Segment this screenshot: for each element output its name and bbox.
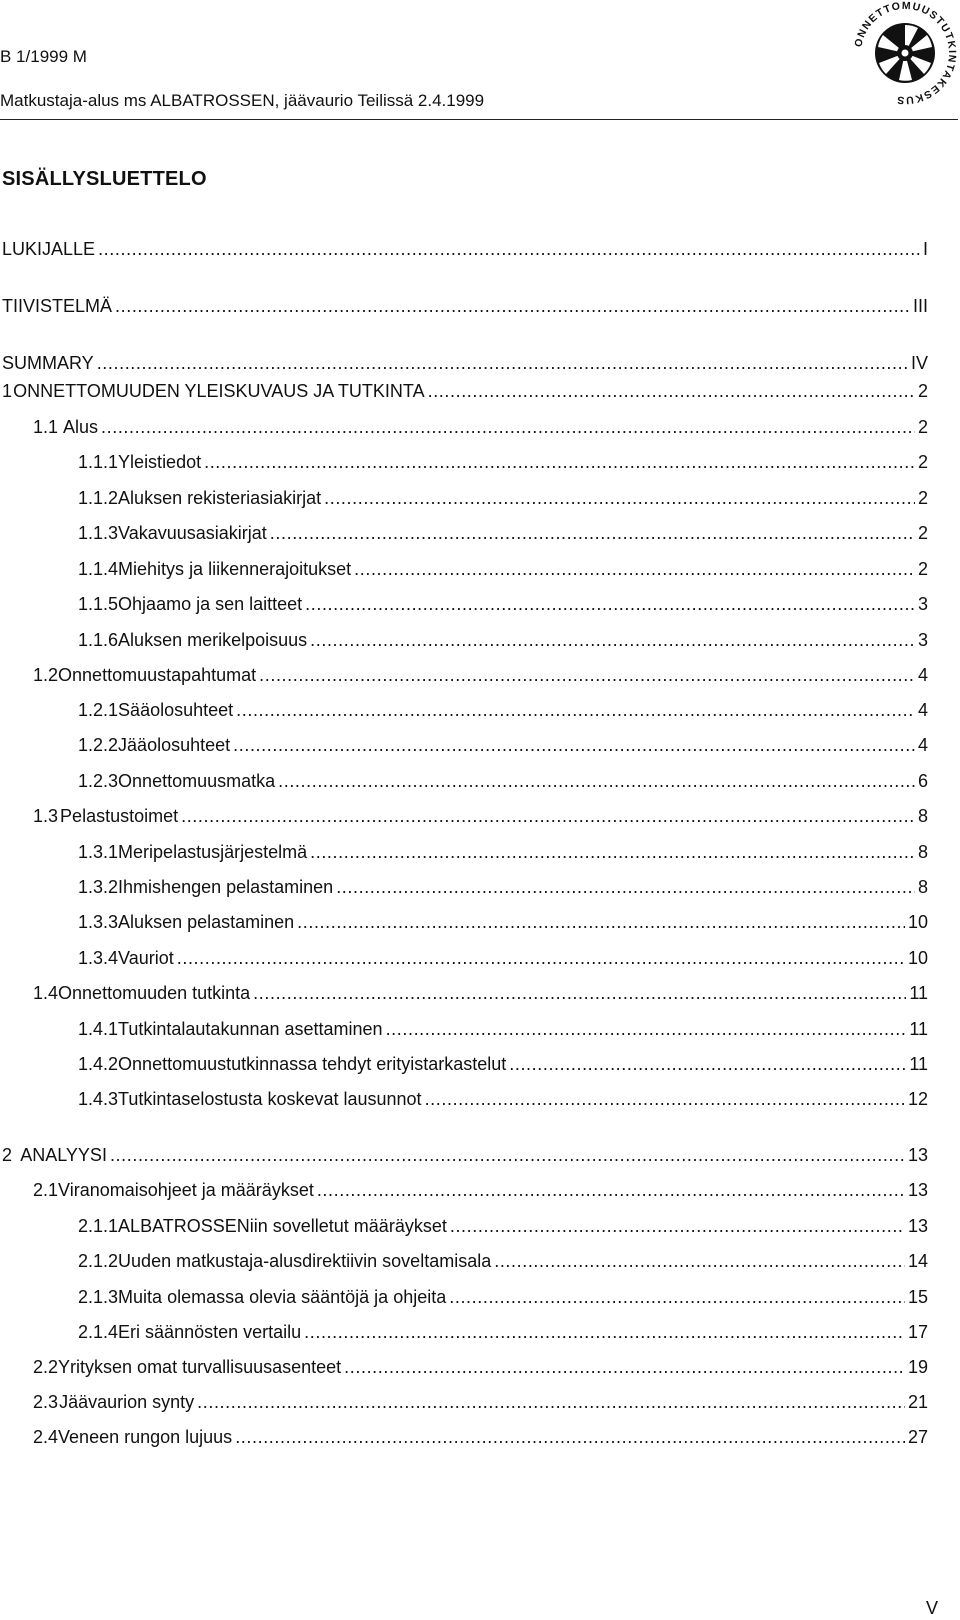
dot-leader <box>197 1392 905 1413</box>
toc-entry-label: Onnettomuustapahtumat <box>58 665 257 685</box>
dot-leader <box>428 381 915 402</box>
toc-entry-page: 11 <box>909 1019 928 1039</box>
dot-leader <box>310 630 915 651</box>
toc-entry[interactable] <box>78 1251 928 1275</box>
toc-entry-page: 8 <box>917 842 928 862</box>
toc-entry-label: Tutkintalautakunnan asettaminen <box>118 1019 383 1039</box>
toc-entry-page: 2 <box>917 523 928 543</box>
toc-entry-page: 15 <box>907 1287 928 1307</box>
dot-leader <box>344 1357 905 1378</box>
dot-leader <box>297 912 905 933</box>
toc-entry-page: 19 <box>907 1357 928 1377</box>
toc-entry[interactable] <box>78 488 928 512</box>
toc-entry-page: 12 <box>907 1089 928 1109</box>
toc-entry[interactable] <box>33 983 928 1007</box>
dot-leader <box>324 488 915 509</box>
toc-entry-number: 2.1 <box>33 1180 59 1200</box>
toc-entry-number: 2.1.1 <box>78 1216 119 1236</box>
toc-entry[interactable] <box>78 452 928 476</box>
dot-leader <box>236 700 915 721</box>
toc-entry-label: Uuden matkustaja-alusdirektiivin soveltamisala <box>118 1251 492 1271</box>
toc-entry-page: 13 <box>907 1145 928 1165</box>
dot-leader <box>115 296 910 317</box>
toc-entry-page: 2 <box>917 452 928 472</box>
toc-entry-number: 1.3.2 <box>78 877 119 897</box>
toc-entry-number: 1.1.5 <box>78 594 119 614</box>
toc-entry-number: 2.1.2 <box>78 1251 119 1271</box>
dot-leader <box>253 983 906 1004</box>
toc-entry-label: Jääolosuhteet <box>118 735 231 755</box>
toc-entry-number: 2.1.3 <box>78 1287 119 1307</box>
toc-entry[interactable] <box>78 1019 928 1043</box>
toc-entry-label: Onnettomuustutkinnassa tehdyt erityistarkastelut <box>118 1054 507 1074</box>
toc-entry-label: SUMMARY <box>2 353 94 373</box>
toc-entry-page: 2 <box>917 381 928 401</box>
toc-entry-page: III <box>912 296 928 316</box>
toc-entry[interactable] <box>78 912 928 936</box>
toc-entry[interactable] <box>33 1392 928 1416</box>
toc-entry-page: I <box>922 239 928 259</box>
toc-entry-label: Tutkintaselostusta koskevat lausunnot <box>118 1089 422 1109</box>
toc-entry-label: TIIVISTELMÄ <box>2 296 113 316</box>
toc-entry-page: 2 <box>917 488 928 508</box>
dot-leader <box>509 1054 906 1075</box>
toc-entry[interactable] <box>78 735 928 759</box>
dot-leader <box>450 1216 905 1237</box>
toc-entry-page: 4 <box>917 700 928 720</box>
toc-entry-page: 4 <box>917 735 928 755</box>
toc-entry-page: 8 <box>917 806 928 826</box>
dot-leader <box>177 948 905 969</box>
toc-entry[interactable] <box>78 1216 928 1240</box>
toc-entry-label: Eri säännösten vertailu <box>118 1322 302 1342</box>
toc-title: SISÄLLYSLUETTELO <box>2 168 207 190</box>
toc-entry-label: ONNETTOMUUDEN YLEISKUVAUS JA TUTKINTA <box>13 381 425 401</box>
toc-entry-label: Ihmishengen pelastaminen <box>118 877 334 897</box>
toc-entry-label: Miehitys ja liikennerajoitukset <box>118 559 352 579</box>
toc-entry-label: ALBATROSSENiin sovelletut määräykset <box>118 1216 447 1236</box>
toc-entry[interactable] <box>78 1089 928 1113</box>
toc-entry-number: 1.4.2 <box>78 1054 119 1074</box>
toc-entry-label: Yleistiedot <box>118 452 202 472</box>
toc-entry[interactable] <box>78 523 928 547</box>
toc-entry-label: Yrityksen omat turvallisuusasenteet <box>58 1357 342 1377</box>
dot-leader <box>310 842 915 863</box>
toc-entry[interactable] <box>78 630 928 654</box>
toc-entry-number: 1.2.2 <box>78 735 119 755</box>
toc-entry-label: Vauriot <box>118 948 174 968</box>
toc-entry[interactable] <box>33 1180 928 1204</box>
document-code: B 1/1999 M <box>0 47 87 66</box>
dot-leader <box>101 417 915 438</box>
toc-entry-label: Pelastustoimet <box>60 806 179 826</box>
toc-entry-page: 3 <box>917 594 928 614</box>
toc-entry[interactable] <box>33 806 928 830</box>
toc-entry[interactable] <box>78 559 928 583</box>
toc-entry-page: 6 <box>917 771 928 791</box>
toc-entry-label: LUKIJALLE <box>2 239 96 259</box>
toc-entry-page: 10 <box>907 912 928 932</box>
toc-entry-page: 13 <box>907 1180 928 1200</box>
toc-entry-number: 1.3.3 <box>78 912 119 932</box>
toc-entry-page: 4 <box>917 665 928 685</box>
toc-entry-number: 1.3.4 <box>78 948 119 968</box>
toc-entry[interactable] <box>78 948 928 972</box>
toc-entry-label: Onnettomuuden tutkinta <box>58 983 251 1003</box>
toc-entry-number: 2.3 <box>33 1392 59 1412</box>
dot-leader <box>233 735 915 756</box>
agency-logo <box>852 0 958 106</box>
toc-entry-number: 1.1.2 <box>78 488 119 508</box>
toc-entry-label: Sääolosuhteet <box>118 700 234 720</box>
toc-entry-label: Muita olemassa olevia sääntöjä ja ohjeita <box>118 1287 447 1307</box>
toc-entry[interactable] <box>78 1054 928 1078</box>
toc-entry-number: 1.2.1 <box>78 700 119 720</box>
toc-entry-label: Aluksen merikelpoisuus <box>118 630 308 650</box>
toc-entry-number: 1.1 <box>33 417 59 437</box>
toc-entry[interactable] <box>33 665 928 689</box>
toc-entry-number: 1.2 <box>33 665 59 685</box>
dot-leader <box>304 1322 905 1343</box>
toc-entry[interactable] <box>78 842 928 866</box>
dot-leader <box>317 1180 905 1201</box>
toc-entry[interactable] <box>78 1322 928 1346</box>
dot-leader <box>494 1251 905 1272</box>
toc-entry[interactable] <box>33 1427 928 1451</box>
svg-text:ONNETTOMUUSTUTKINTAKESKUS: ONNETTOMUUSTUTKINTAKESKUS <box>852 0 958 106</box>
toc-entry[interactable] <box>78 877 928 901</box>
toc-entry-number: 1 <box>2 381 13 401</box>
toc-entry-label: Jäävaurion synty <box>59 1392 195 1412</box>
dot-leader <box>97 353 908 374</box>
toc-entry-number: 1.3.1 <box>78 842 119 862</box>
dot-leader <box>336 877 915 898</box>
toc-entry-page: 13 <box>907 1216 928 1236</box>
toc-entry-page: 10 <box>907 948 928 968</box>
dot-leader <box>204 452 915 473</box>
dot-leader <box>270 523 915 544</box>
dot-leader <box>354 559 915 580</box>
toc-entry-page: 21 <box>907 1392 928 1412</box>
toc-entry-label: Vakavuusasiakirjat <box>118 523 267 543</box>
toc-entry-number: 1.1.4 <box>78 559 119 579</box>
document-subject: Matkustaja-alus ms ALBATROSSEN, jäävaurio Teilissä 2.4.1999 <box>0 91 485 110</box>
toc-entry-label: Viranomaisohjeet ja määräykset <box>58 1180 314 1200</box>
dot-leader <box>259 665 915 686</box>
toc-entry-label: Aluksen pelastaminen <box>118 912 295 932</box>
toc-entry-number: 2.4 <box>33 1427 59 1447</box>
toc-entry-page: 3 <box>917 630 928 650</box>
toc-entry-number: 2.1.4 <box>78 1322 119 1342</box>
toc-entry[interactable] <box>33 1357 928 1381</box>
dot-leader <box>425 1089 905 1110</box>
dot-leader <box>110 1145 905 1166</box>
toc-entry-label: Aluksen rekisteriasiakirjat <box>118 488 322 508</box>
toc-entry[interactable] <box>33 417 928 441</box>
toc-entry[interactable] <box>2 239 928 263</box>
toc-entry-label: Ohjaamo ja sen laitteet <box>118 594 303 614</box>
toc-entry-number: 1.4.1 <box>78 1019 119 1039</box>
toc-entry-page: 2 <box>917 417 928 437</box>
toc-entry[interactable] <box>2 353 928 377</box>
toc-entry[interactable] <box>2 296 928 320</box>
toc-entry[interactable] <box>78 1287 928 1311</box>
toc-entry-page: 11 <box>909 983 928 1003</box>
toc-entry[interactable] <box>2 1145 928 1169</box>
toc-entry-page: 2 <box>917 559 928 579</box>
toc-entry[interactable] <box>2 381 928 405</box>
dot-leader <box>449 1287 905 1308</box>
toc-entry-label: Meripelastusjärjestelmä <box>118 842 308 862</box>
dot-leader <box>181 806 915 827</box>
toc-entry-page: 17 <box>907 1322 928 1342</box>
toc-entry-label: Veneen rungon lujuus <box>58 1427 233 1447</box>
header-divider <box>0 119 958 120</box>
dot-leader <box>235 1427 905 1448</box>
toc-entry-number: 1.2.3 <box>78 771 119 791</box>
toc-entry-page: IV <box>910 353 928 373</box>
footer-page-number: V <box>925 1598 938 1618</box>
toc-entry-number: 2 <box>2 1145 13 1165</box>
toc-entry-label: ANALYYSI <box>20 1145 107 1165</box>
toc-entry[interactable] <box>78 771 928 795</box>
toc-entry[interactable] <box>78 594 928 618</box>
toc-entry-number: 1.4.3 <box>78 1089 119 1109</box>
toc-entry-number: 1.4 <box>33 983 59 1003</box>
toc-entry-number: 1.1.3 <box>78 523 119 543</box>
toc-entry-number: 2.2 <box>33 1357 59 1377</box>
dot-leader <box>98 239 920 260</box>
toc-entry[interactable] <box>78 700 928 724</box>
toc-entry-number: 1.3 <box>33 806 59 826</box>
toc-entry-number: 1.1.1 <box>78 452 119 472</box>
dot-leader <box>386 1019 907 1040</box>
toc-entry-page: 11 <box>909 1054 928 1074</box>
toc-entry-label: Alus <box>63 417 99 437</box>
toc-entry-page: 14 <box>907 1251 928 1271</box>
toc-entry-page: 8 <box>917 877 928 897</box>
dot-leader <box>278 771 915 792</box>
dot-leader <box>305 594 915 615</box>
toc-entry-label: Onnettomuusmatka <box>118 771 276 791</box>
toc-entry-number: 1.1.6 <box>78 630 119 650</box>
toc-entry-page: 27 <box>907 1427 928 1447</box>
